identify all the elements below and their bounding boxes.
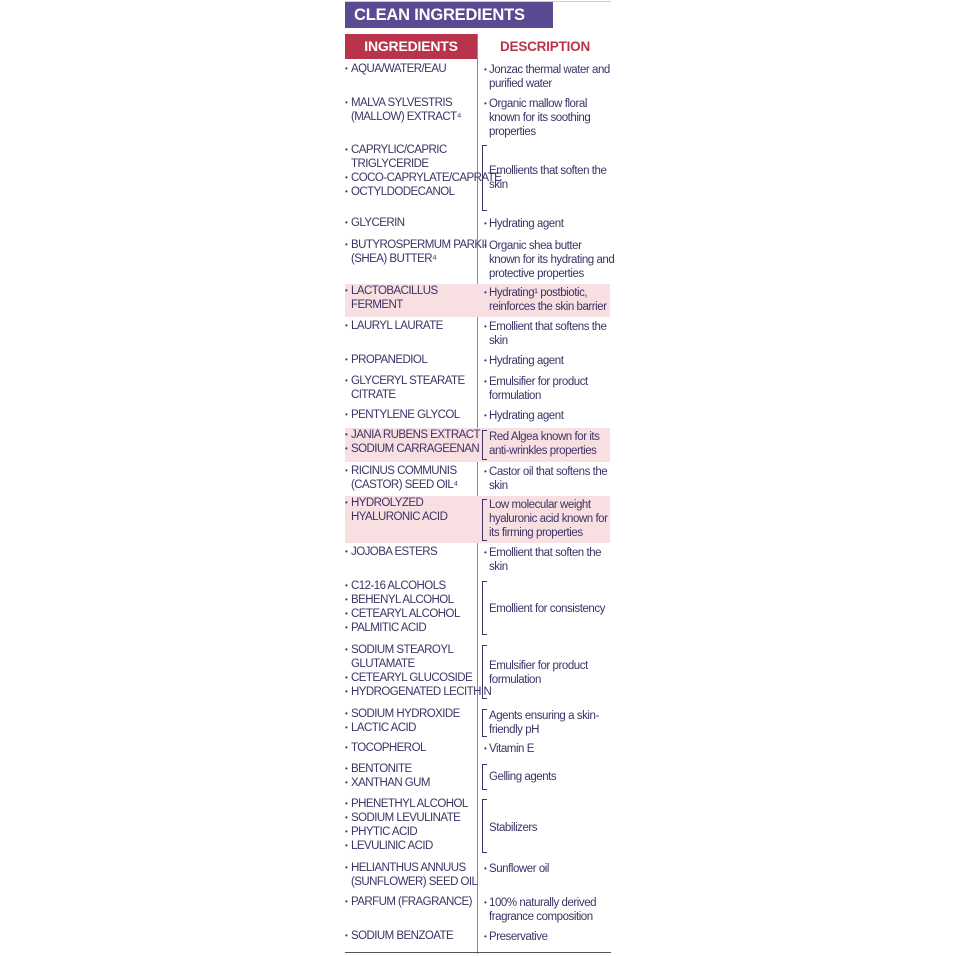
table-row: [345, 62, 611, 92]
ingredient-cell: [345, 353, 475, 367]
description-cell: • Preservative: [484, 930, 615, 944]
table-row: [345, 895, 611, 925]
ingredient-name: • SODIUM LEVULINATE: [345, 811, 475, 825]
ingredient-name: • TOCOPHEROL: [345, 741, 475, 755]
ingredient-name: • COCO-CAPRYLATE/CAPRATE: [345, 171, 475, 185]
ingredient-name: • AQUA/WATER/EAU: [345, 62, 475, 76]
ingredient-cell: [345, 238, 487, 266]
description-cell: Emollients that soften the skin: [489, 165, 607, 191]
ingredient-name: • GLYCERYL STEARATE: [345, 374, 475, 388]
ingredient-name: • BEHENYL ALCOHOL: [345, 593, 475, 607]
ingredient-cell: [345, 861, 478, 889]
ingredient-name: • LAURYL LAURATE: [345, 319, 475, 333]
ingredient-cell: [345, 762, 475, 790]
ingredients-panel: [345, 0, 615, 956]
ingredient-cell: [345, 797, 475, 853]
ingredient-name: • PROPANEDIOL: [345, 353, 475, 367]
ingredient-name: • PALMITIC ACID: [345, 621, 475, 635]
ingredient-name: TRIGLYCERIDE: [351, 158, 429, 170]
description-cell: • Organic mallow floral known for its soothing properties: [484, 97, 615, 139]
ingredient-cell: [345, 895, 475, 909]
ingredient-name: • C12-16 ALCOHOLS: [345, 579, 475, 593]
table-row: [345, 707, 611, 737]
table-row: [345, 464, 611, 494]
table-row: [345, 579, 611, 637]
group-bracket: [482, 764, 487, 790]
table-row: [345, 284, 611, 317]
ingredient-name: • RICINUS COMMUNIS: [345, 464, 475, 478]
table-row: [345, 374, 611, 404]
ingredient-cell: [345, 707, 475, 735]
table-row: [345, 929, 611, 947]
table-row: [345, 762, 611, 792]
ingredient-name: • JOJOBA ESTERS: [345, 545, 475, 559]
ingredient-name: • OCTYLDODECANOL: [345, 185, 475, 199]
group-bracket: [482, 645, 487, 699]
ingredient-name: • LACTOBACILLUS: [345, 284, 475, 298]
ingredient-name: • HYDROLYZED: [345, 496, 475, 510]
ingredient-name: (CASTOR) SEED OIL⁴: [351, 479, 458, 491]
table-row: [345, 408, 611, 426]
description-cell: • Hydrating¹ postbiotic, reinforces the skin barrier: [484, 286, 615, 314]
description-cell: • Emulsifier for product formulation: [484, 375, 615, 403]
table-row: [345, 496, 611, 543]
description-cell: • Hydrating agent: [484, 409, 615, 423]
ingredient-name: • CETEARYL ALCOHOL: [345, 607, 475, 621]
table-row: [345, 319, 611, 349]
description-cell: • Emollient that softens the skin: [484, 320, 615, 348]
description-cell: Emollient for consistency: [489, 603, 605, 615]
table-row: [345, 216, 611, 234]
description-cell: Agents ensuring a skin-friendly pH: [489, 710, 599, 736]
ingredient-cell: [345, 96, 475, 124]
group-bracket: [482, 581, 487, 635]
ingredient-cell: [345, 741, 475, 755]
ingredient-cell: [345, 374, 475, 402]
ingredient-name: (SHEA) BUTTER⁴: [351, 253, 437, 265]
ingredient-cell: [345, 464, 475, 492]
ingredient-name: • CAPRYLIC/CAPRIC: [345, 143, 475, 157]
ingredient-name: • LEVULINIC ACID: [345, 839, 475, 853]
ingredient-cell: [345, 216, 475, 230]
description-cell: Low molecular weight hyaluronic acid known for its firming properties: [489, 499, 608, 539]
table-row: [345, 797, 611, 855]
ingredient-name: • HELIANTHUS ANNUUS: [345, 861, 475, 875]
description-cell: Stabilizers: [489, 822, 538, 834]
ingredient-name: (MALLOW) EXTRACT⁴: [351, 111, 461, 123]
table-row: [345, 143, 611, 211]
group-bracket: [482, 499, 487, 541]
page-title: CLEAN INGREDIENTS: [345, 2, 553, 28]
ingredient-cell: [345, 929, 475, 943]
ingredient-cell: [345, 643, 492, 699]
group-bracket: [482, 709, 487, 737]
table-row: [345, 96, 611, 140]
ingredient-cell: [345, 408, 475, 422]
description-cell: • Organic shea butter known for its hydrating and protective properties: [484, 239, 615, 281]
ingredient-name: • SODIUM HYDROXIDE: [345, 707, 475, 721]
ingredients-column-header: INGREDIENTS: [345, 34, 477, 59]
table-row: [345, 353, 611, 371]
ingredient-name: • SODIUM CARRAGEENAN: [345, 442, 475, 456]
ingredient-name: • JANIA RUBENS EXTRACT: [345, 428, 475, 442]
ingredient-cell: [345, 545, 475, 559]
description-cell: • Hydrating agent: [484, 217, 615, 231]
ingredient-cell: [345, 496, 475, 524]
ingredient-name: FERMENT: [351, 299, 403, 311]
description-cell: • Vitamin E: [484, 742, 615, 756]
description-cell: • Sunflower oil: [484, 862, 615, 876]
ingredient-name: • HYDROGENATED LECITHIN: [345, 685, 475, 699]
ingredient-cell: [345, 579, 475, 635]
ingredient-name: • PENTYLENE GLYCOL: [345, 408, 475, 422]
ingredient-name: • LACTIC ACID: [345, 721, 475, 735]
ingredient-cell: [345, 143, 502, 199]
ingredient-name: • MALVA SYLVESTRIS: [345, 96, 475, 110]
description-column-header: DESCRIPTION: [499, 39, 591, 54]
ingredient-name: (SUNFLOWER) SEED OIL: [351, 876, 478, 888]
ingredient-name: • BENTONITE: [345, 762, 475, 776]
description-cell: Emulsifier for product formulation: [489, 660, 588, 686]
ingredient-name: • GLYCERIN: [345, 216, 475, 230]
group-bracket: [482, 145, 487, 211]
ingredient-name: HYALURONIC ACID: [351, 511, 448, 523]
ingredient-name: CITRATE: [351, 389, 396, 401]
ingredient-cell: [345, 428, 480, 456]
table-row: [345, 643, 611, 701]
description-cell: • Jonzac thermal water and purified water: [484, 63, 615, 91]
ingredient-name: • BUTYROSPERMUM PARKII: [345, 238, 475, 252]
description-cell: • Hydrating agent: [484, 354, 615, 368]
ingredient-name: • PHYTIC ACID: [345, 825, 475, 839]
ingredient-name: • SODIUM STEAROYL: [345, 643, 475, 657]
bottom-rule: [345, 952, 611, 953]
description-cell: Gelling agents: [489, 771, 557, 783]
ingredient-cell: [345, 284, 475, 312]
ingredient-cell: [345, 62, 475, 76]
table-row: [345, 428, 611, 462]
table-row: [345, 545, 611, 575]
group-bracket: [482, 430, 487, 460]
ingredient-name: GLUTAMATE: [351, 658, 415, 670]
description-cell: • Emollient that soften the skin: [484, 546, 615, 574]
description-cell: • 100% naturally derived fragrance composition: [484, 896, 615, 924]
ingredient-name: • PARFUM (FRAGRANCE): [345, 895, 475, 909]
description-cell: Red Algea known for its anti-wrinkles properties: [489, 431, 600, 457]
ingredient-name: • PHENETHYL ALCOHOL: [345, 797, 475, 811]
table-row: [345, 861, 611, 891]
ingredient-name: • XANTHAN GUM: [345, 776, 475, 790]
ingredient-name: • CETEARYL GLUCOSIDE: [345, 671, 475, 685]
ingredient-cell: [345, 319, 475, 333]
table-row: [345, 238, 615, 282]
ingredient-name: • SODIUM BENZOATE: [345, 929, 475, 943]
group-bracket: [482, 799, 487, 853]
table-row: [345, 741, 611, 759]
description-cell: • Castor oil that softens the skin: [484, 465, 615, 493]
